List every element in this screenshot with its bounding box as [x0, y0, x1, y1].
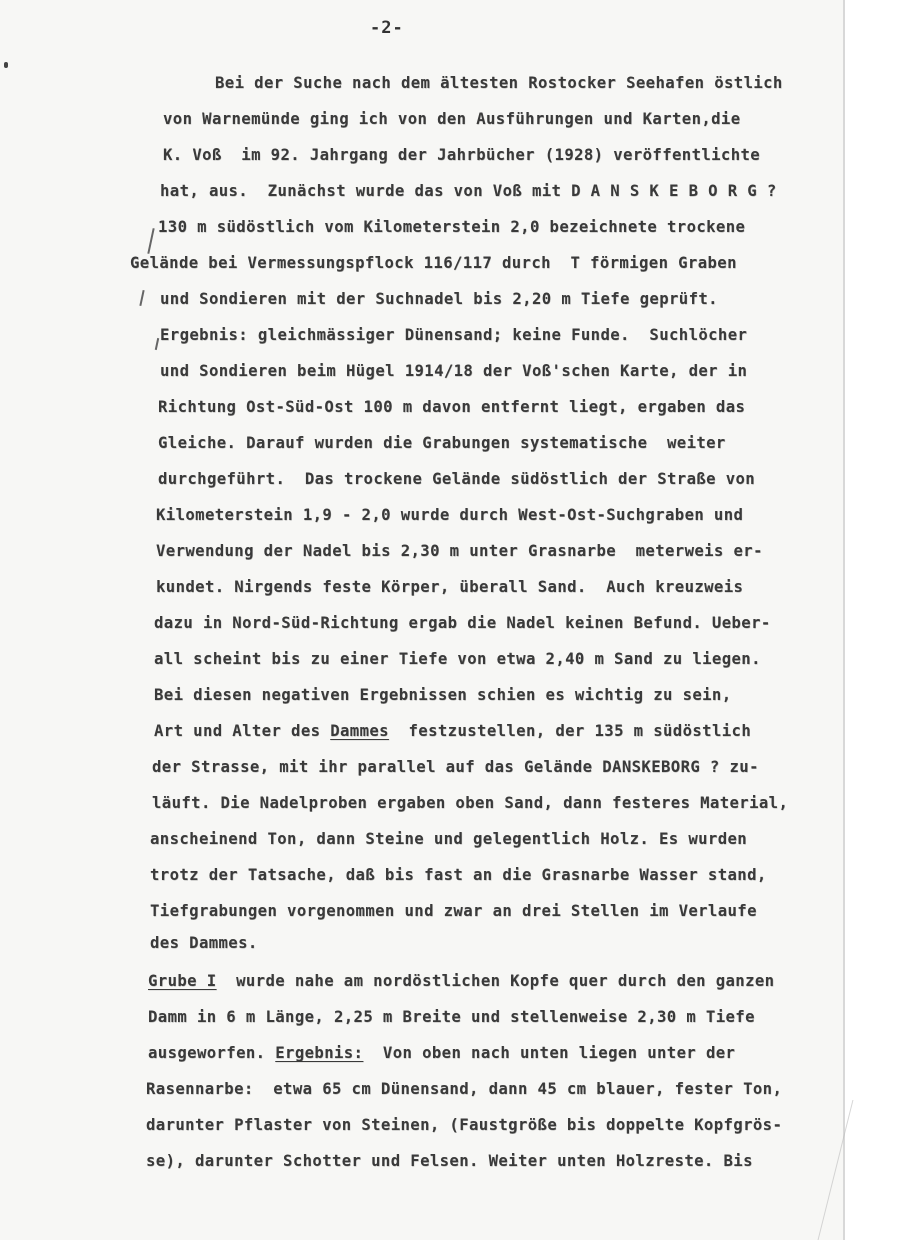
text-line: Gleiche. Darauf wurden die Grabungen systematische weiter — [158, 434, 726, 452]
text-line: des Dammes. — [150, 934, 258, 952]
text-line: und Sondieren mit der Suchnadel bis 2,20 m Tiefe geprüft. — [160, 290, 718, 308]
text-line: Bei der Suche nach dem ältesten Rostocker Seehafen östlich — [215, 74, 783, 92]
underlined-heading-grube: Grube I — [148, 972, 217, 990]
text-line: 130 m südöstlich vom Kilometerstein 2,0 bezeichnete trockene — [158, 218, 746, 236]
text-line: anscheinend Ton, dann Steine und gelegentlich Holz. Es wurden — [150, 830, 748, 848]
text-line: se), darunter Schotter und Felsen. Weiter unten Holzreste. Bis — [146, 1152, 753, 1170]
text-segment: festzustellen, der 135 m südöstlich — [388, 722, 752, 740]
text-line: Bei diesen negativen Ergebnissen schien es wichtig zu sein, — [154, 686, 732, 704]
text-segment: wurde nahe am nordöstlichen Kopfe quer durch den ganzen — [216, 972, 775, 990]
underlined-term-ergebnis: Ergebnis: — [275, 1044, 364, 1062]
text-line: Tiefgrabungen vorgenommen und zwar an drei Stellen im Verlaufe — [150, 902, 757, 920]
text-line: trotz der Tatsache, daß bis fast an die Grasnarbe Wasser stand, — [150, 866, 767, 884]
text-line: Rasennarbe: etwa 65 cm Dünensand, dann 45 cm blauer, fester Ton, — [146, 1080, 783, 1098]
text-line: all scheint bis zu einer Tiefe von etwa 2,40 m Sand zu liegen. — [154, 650, 761, 668]
text-segment: Von oben nach unten liegen unter der — [363, 1044, 736, 1062]
text-line: und Sondieren beim Hügel 1914/18 der Voß'schen Karte, der in — [160, 362, 748, 380]
text-line: K. Voß im 92. Jahrgang der Jahrbücher (1928) veröffentlichte — [163, 146, 761, 164]
text-line: der Strasse, mit ihr parallel auf das Gelände DANSKEBORG ? zu- — [152, 758, 759, 776]
text-segment: ausgeworfen. — [148, 1044, 276, 1062]
text-line: hat, aus. Zunächst wurde das von Voß mit D A N S K E B O R G ? — [160, 182, 777, 200]
text-segment: Art und Alter des — [154, 722, 331, 740]
scan-margin — [845, 0, 900, 1240]
text-line: von Warnemünde ging ich von den Ausführungen und Karten,die — [163, 110, 741, 128]
text-line: darunter Pflaster von Steinen, (Faustgröße bis doppelte Kopfgrös- — [146, 1116, 783, 1134]
underlined-term-dammes: Dammes — [330, 722, 389, 740]
text-line: Kilometerstein 1,9 - 2,0 wurde durch West-Ost-Suchgraben und — [156, 506, 744, 524]
scan-speck — [4, 62, 8, 68]
text-line: Ergebnis: gleichmässiger Dünensand; keine Funde. Suchlöcher — [160, 326, 748, 344]
page-number: -2- — [370, 18, 404, 38]
text-line — [148, 1044, 735, 1062]
text-line: Verwendung der Nadel bis 2,30 m unter Grasnarbe meterweis er- — [156, 542, 763, 560]
text-line: durchgeführt. Das trockene Gelände südöstlich der Straße von — [158, 470, 756, 488]
text-line: Gelände bei Vermessungspflock 116/117 durch T förmigen Graben — [130, 254, 737, 272]
text-line — [154, 722, 751, 740]
text-line — [148, 972, 774, 990]
text-line: dazu in Nord-Süd-Richtung ergab die Nadel keinen Befund. Ueber- — [154, 614, 771, 632]
text-line: kundet. Nirgends feste Körper, überall Sand. Auch kreuzweis — [156, 578, 744, 596]
text-line: Richtung Ost-Süd-Ost 100 m davon entfernt liegt, ergaben das — [158, 398, 746, 416]
text-line: läuft. Die Nadelproben ergaben oben Sand, dann festeres Material, — [152, 794, 789, 812]
text-line: Damm in 6 m Länge, 2,25 m Breite und stellenweise 2,30 m Tiefe — [148, 1008, 755, 1026]
